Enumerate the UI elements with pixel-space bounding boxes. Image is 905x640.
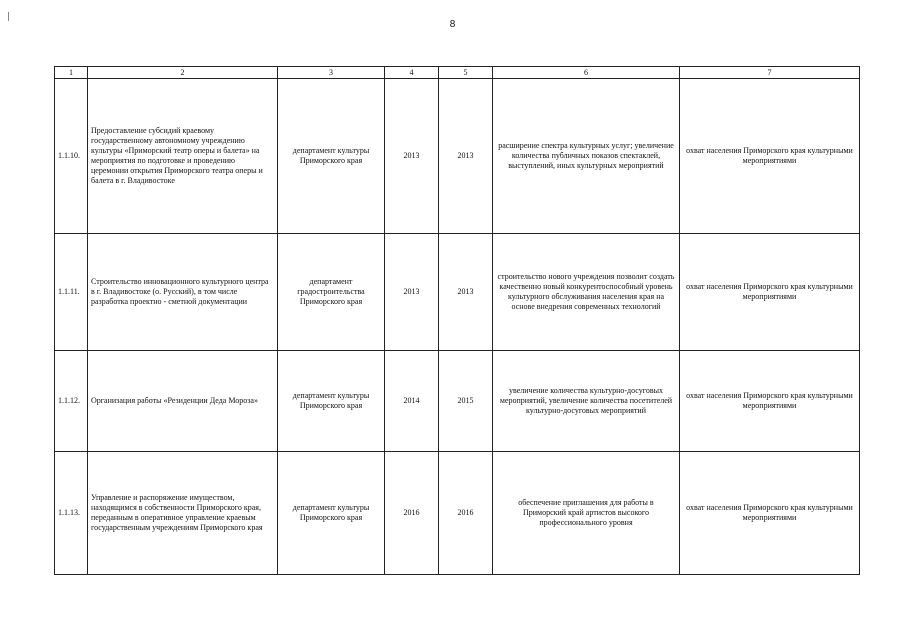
start-year: 2016 xyxy=(385,452,439,575)
executor: департамент культуры Приморского края xyxy=(278,79,385,234)
start-year: 2014 xyxy=(385,351,439,452)
column-header: 1 xyxy=(55,67,88,79)
column-number-row xyxy=(55,67,860,79)
start-year: 2013 xyxy=(385,234,439,351)
executor: департамент культуры Приморского края xyxy=(278,452,385,575)
activity-name: Строительство инновационного культурного центра в г. Владивостоке (о. Русский), в том числе разработка проектно - сметной документации xyxy=(88,234,278,351)
expected-result: обеспечение приглашения для работы в Приморский край артистов высокого профессионального уровня xyxy=(493,452,680,575)
end-year: 2016 xyxy=(439,452,493,575)
indicator: охват населения Приморского края культурными мероприятиями xyxy=(680,452,860,575)
column-header: 4 xyxy=(385,67,439,79)
start-year: 2013 xyxy=(385,79,439,234)
activity-name: Предоставление субсидий краевому государственному автономному учреждению культуры «Приморский театр оперы и балета» на мероприятия по подготовке и проведению церемонии открытия Приморского театра оперы и балета в г. Владивостоке xyxy=(88,79,278,234)
expected-result: расширение спектра культурных услуг; увеличение количества публичных показов спектаклей, выступлений, иных культурных мероприятий xyxy=(493,79,680,234)
table-row xyxy=(55,234,860,351)
table-row xyxy=(55,79,860,234)
column-header: 3 xyxy=(278,67,385,79)
program-activities-table xyxy=(54,66,860,575)
expected-result: увеличение количества культурно-досуговых мероприятий, увеличение количества посетителей культурно-досуговых мероприятий xyxy=(493,351,680,452)
executor: департамент градостроительства Приморского края xyxy=(278,234,385,351)
activity-name: Организация работы «Резиденции Деда Мороза» xyxy=(88,351,278,452)
item-number: 1.1.10. xyxy=(55,79,88,234)
indicator: охват населения Приморского края культурными мероприятиями xyxy=(680,79,860,234)
end-year: 2013 xyxy=(439,79,493,234)
indicator: охват населения Приморского края культурными мероприятиями xyxy=(680,351,860,452)
item-number: 1.1.11. xyxy=(55,234,88,351)
expected-result: строительство нового учреждения позволит создать качественно новый конкурентоспособный уровень культурного обслуживания населения края на основе внедрения современных технологий xyxy=(493,234,680,351)
column-header: 5 xyxy=(439,67,493,79)
activity-name: Управление и распоряжение имуществом, находящимся в собственности Приморского края, переданным в оперативное управление краевым государственным учреждениям Приморского края xyxy=(88,452,278,575)
item-number: 1.1.13. xyxy=(55,452,88,575)
executor: департамент культуры Приморского края xyxy=(278,351,385,452)
end-year: 2013 xyxy=(439,234,493,351)
table-row xyxy=(55,452,860,575)
column-header: 2 xyxy=(88,67,278,79)
table-row xyxy=(55,351,860,452)
indicator: охват населения Приморского края культурными мероприятиями xyxy=(680,234,860,351)
item-number: 1.1.12. xyxy=(55,351,88,452)
end-year: 2015 xyxy=(439,351,493,452)
column-header: 7 xyxy=(680,67,860,79)
page-number: 8 xyxy=(449,19,456,30)
column-header: 6 xyxy=(493,67,680,79)
